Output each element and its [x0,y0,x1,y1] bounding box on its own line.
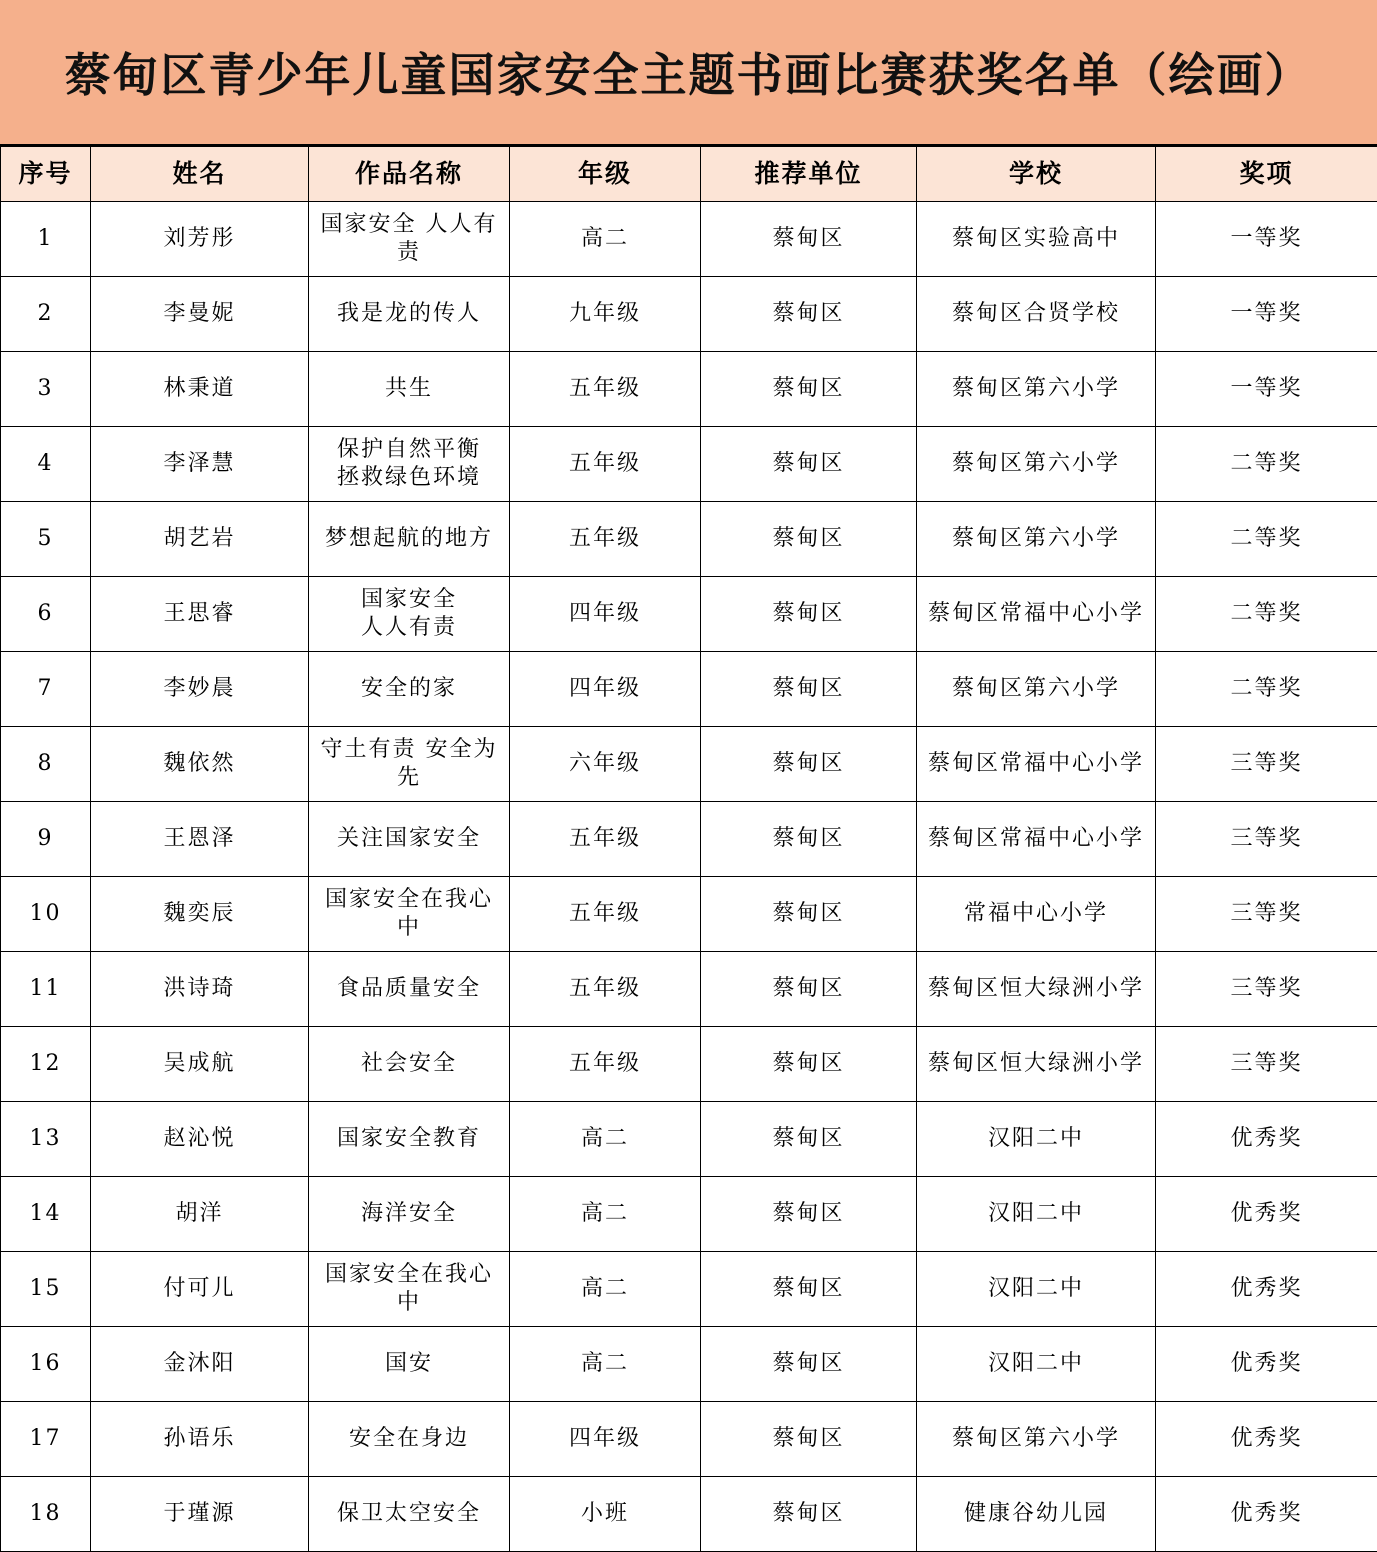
cell-name: 李妙晨 [91,652,309,727]
table-row [1,277,1377,352]
table-row [1,1177,1377,1252]
cell-name: 魏依然 [91,727,309,802]
cell-award: 一等奖 [1156,202,1377,277]
cell-no: 6 [1,577,91,652]
cell-no: 2 [1,277,91,352]
cell-grade: 五年级 [510,352,701,427]
cell-school: 蔡甸区常福中心小学 [917,577,1156,652]
cell-grade: 五年级 [510,427,701,502]
cell-work: 食品质量安全 [309,952,510,1027]
table-row [1,1252,1377,1327]
table-header [1,147,1377,202]
cell-unit: 蔡甸区 [701,877,917,952]
cell-name: 付可儿 [91,1252,309,1327]
cell-unit: 蔡甸区 [701,427,917,502]
cell-work: 安全的家 [309,652,510,727]
cell-work: 关注国家安全 [309,802,510,877]
table-row [1,202,1377,277]
cell-no: 11 [1,952,91,1027]
cell-grade: 四年级 [510,577,701,652]
cell-grade: 高二 [510,1102,701,1177]
cell-grade: 四年级 [510,652,701,727]
cell-work: 国家安全在我心 中 [309,1252,510,1327]
cell-unit: 蔡甸区 [701,1327,917,1402]
cell-award: 优秀奖 [1156,1477,1377,1552]
cell-award: 三等奖 [1156,727,1377,802]
table-row [1,652,1377,727]
cell-work: 国家安全 人人有 责 [309,202,510,277]
cell-school: 蔡甸区常福中心小学 [917,802,1156,877]
cell-grade: 九年级 [510,277,701,352]
cell-name: 李泽慧 [91,427,309,502]
cell-school: 常福中心小学 [917,877,1156,952]
cell-school: 蔡甸区第六小学 [917,1402,1156,1477]
cell-name: 林秉道 [91,352,309,427]
cell-school: 蔡甸区实验高中 [917,202,1156,277]
cell-school: 汉阳二中 [917,1177,1156,1252]
cell-grade: 小班 [510,1477,701,1552]
title-banner [0,0,1377,146]
cell-name: 王恩泽 [91,802,309,877]
cell-award: 优秀奖 [1156,1402,1377,1477]
cell-no: 18 [1,1477,91,1552]
cell-school: 汉阳二中 [917,1102,1156,1177]
cell-grade: 高二 [510,1252,701,1327]
cell-work: 保护自然平衡 拯救绿色环境 [309,427,510,502]
cell-no: 8 [1,727,91,802]
cell-grade: 五年级 [510,802,701,877]
cell-name: 洪诗琦 [91,952,309,1027]
cell-work: 海洋安全 [309,1177,510,1252]
table-row [1,352,1377,427]
cell-no: 9 [1,802,91,877]
cell-school: 汉阳二中 [917,1252,1156,1327]
cell-name: 金沐阳 [91,1327,309,1402]
cell-grade: 五年级 [510,952,701,1027]
cell-name: 赵沁悦 [91,1102,309,1177]
cell-unit: 蔡甸区 [701,202,917,277]
cell-award: 优秀奖 [1156,1177,1377,1252]
cell-work: 国家安全 人人有责 [309,577,510,652]
cell-school: 蔡甸区恒大绿洲小学 [917,952,1156,1027]
award-table [0,146,1377,1552]
cell-grade: 六年级 [510,727,701,802]
cell-grade: 五年级 [510,502,701,577]
header-award: 奖项 [1156,147,1377,202]
cell-no: 4 [1,427,91,502]
cell-school: 蔡甸区常福中心小学 [917,727,1156,802]
cell-work: 我是龙的传人 [309,277,510,352]
cell-work: 国家安全在我心 中 [309,877,510,952]
cell-grade: 高二 [510,1327,701,1402]
cell-unit: 蔡甸区 [701,652,917,727]
cell-unit: 蔡甸区 [701,727,917,802]
cell-award: 二等奖 [1156,502,1377,577]
cell-no: 17 [1,1402,91,1477]
cell-name: 魏奕辰 [91,877,309,952]
cell-name: 王思睿 [91,577,309,652]
header-no: 序号 [1,147,91,202]
cell-school: 汉阳二中 [917,1327,1156,1402]
cell-school: 蔡甸区恒大绿洲小学 [917,1027,1156,1102]
table-row [1,1477,1377,1552]
cell-unit: 蔡甸区 [701,1027,917,1102]
cell-unit: 蔡甸区 [701,952,917,1027]
cell-school: 蔡甸区第六小学 [917,652,1156,727]
cell-school: 蔡甸区第六小学 [917,427,1156,502]
header-grade: 年级 [510,147,701,202]
cell-unit: 蔡甸区 [701,1177,917,1252]
cell-award: 优秀奖 [1156,1327,1377,1402]
cell-grade: 四年级 [510,1402,701,1477]
table-row [1,727,1377,802]
cell-no: 5 [1,502,91,577]
cell-name: 吴成航 [91,1027,309,1102]
cell-award: 二等奖 [1156,652,1377,727]
table-row [1,1102,1377,1177]
cell-award: 二等奖 [1156,577,1377,652]
header-unit: 推荐单位 [701,147,917,202]
cell-no: 3 [1,352,91,427]
cell-unit: 蔡甸区 [701,1102,917,1177]
cell-school: 蔡甸区第六小学 [917,352,1156,427]
table-row [1,1327,1377,1402]
header-school: 学校 [917,147,1156,202]
table-row [1,952,1377,1027]
cell-work: 安全在身边 [309,1402,510,1477]
cell-award: 二等奖 [1156,427,1377,502]
cell-award: 三等奖 [1156,802,1377,877]
page-title: 蔡甸区青少年儿童国家安全主题书画比赛获奖名单（绘画） [64,48,1313,102]
header-work: 作品名称 [309,147,510,202]
cell-no: 1 [1,202,91,277]
cell-unit: 蔡甸区 [701,1477,917,1552]
cell-award: 优秀奖 [1156,1102,1377,1177]
cell-no: 16 [1,1327,91,1402]
cell-no: 14 [1,1177,91,1252]
cell-name: 胡艺岩 [91,502,309,577]
table-row [1,502,1377,577]
cell-award: 一等奖 [1156,277,1377,352]
cell-work: 梦想起航的地方 [309,502,510,577]
cell-name: 刘芳彤 [91,202,309,277]
cell-work: 守土有责 安全为 先 [309,727,510,802]
cell-work: 共生 [309,352,510,427]
cell-school: 蔡甸区第六小学 [917,502,1156,577]
cell-work: 国安 [309,1327,510,1402]
cell-no: 15 [1,1252,91,1327]
cell-work: 保卫太空安全 [309,1477,510,1552]
table-row [1,802,1377,877]
cell-award: 三等奖 [1156,877,1377,952]
cell-grade: 高二 [510,202,701,277]
cell-school: 蔡甸区合贤学校 [917,277,1156,352]
cell-work: 国家安全教育 [309,1102,510,1177]
cell-no: 7 [1,652,91,727]
cell-name: 孙语乐 [91,1402,309,1477]
cell-award: 三等奖 [1156,1027,1377,1102]
cell-unit: 蔡甸区 [701,802,917,877]
table-row [1,577,1377,652]
cell-no: 13 [1,1102,91,1177]
cell-grade: 五年级 [510,877,701,952]
cell-unit: 蔡甸区 [701,277,917,352]
cell-name: 于瑾源 [91,1477,309,1552]
cell-award: 三等奖 [1156,952,1377,1027]
table-body [1,202,1377,1552]
cell-grade: 高二 [510,1177,701,1252]
table-row [1,1027,1377,1102]
header-row [1,147,1377,202]
cell-school: 健康谷幼儿园 [917,1477,1156,1552]
cell-name: 李曼妮 [91,277,309,352]
cell-name: 胡洋 [91,1177,309,1252]
cell-work: 社会安全 [309,1027,510,1102]
cell-award: 一等奖 [1156,352,1377,427]
cell-no: 10 [1,877,91,952]
cell-no: 12 [1,1027,91,1102]
header-name: 姓名 [91,147,309,202]
table-row [1,877,1377,952]
cell-unit: 蔡甸区 [701,1252,917,1327]
cell-unit: 蔡甸区 [701,502,917,577]
cell-award: 优秀奖 [1156,1252,1377,1327]
cell-unit: 蔡甸区 [701,1402,917,1477]
table-row [1,1402,1377,1477]
cell-grade: 五年级 [510,1027,701,1102]
table-row [1,427,1377,502]
cell-unit: 蔡甸区 [701,577,917,652]
cell-unit: 蔡甸区 [701,352,917,427]
